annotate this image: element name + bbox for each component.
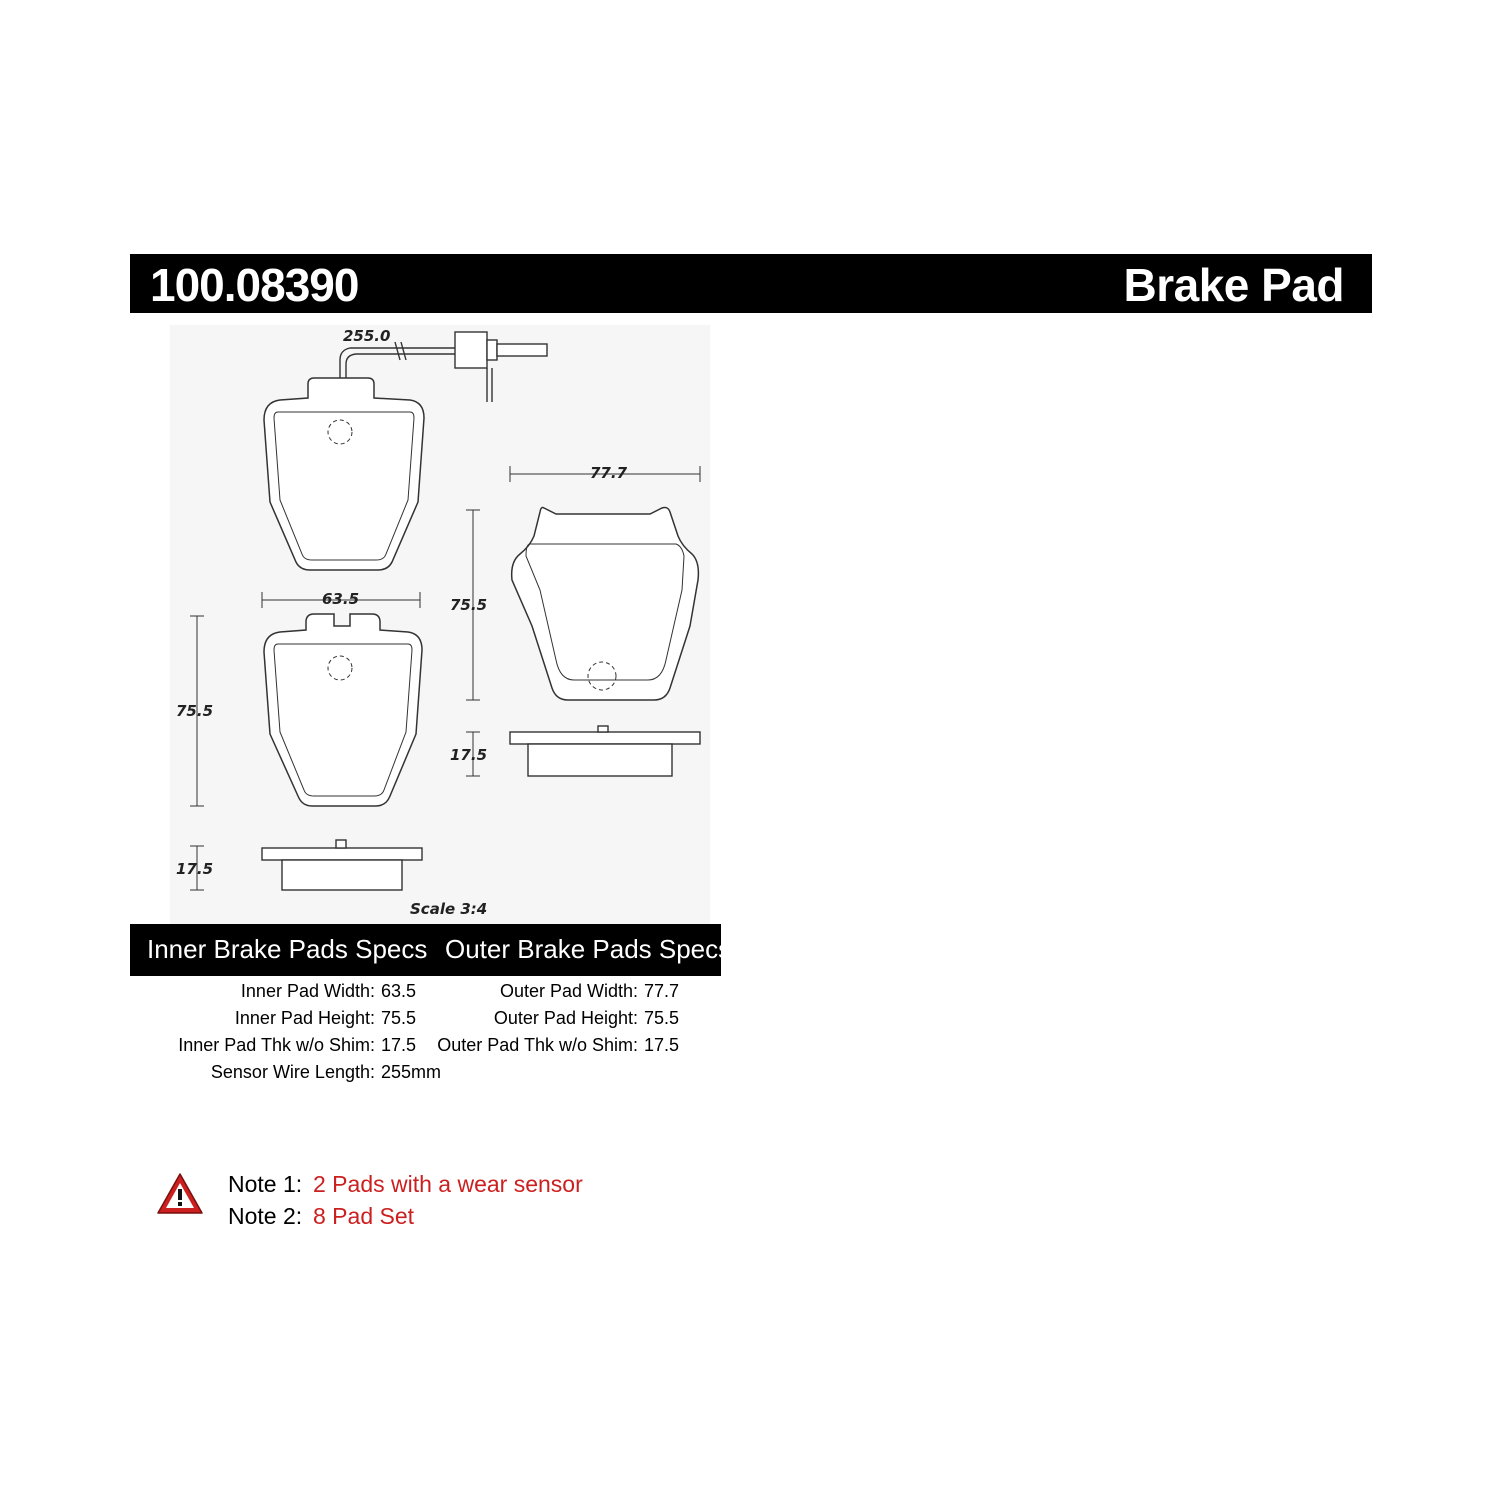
spec-value: 255mm xyxy=(381,1062,442,1082)
note-label: Note 1: xyxy=(228,1171,303,1197)
warning-icon xyxy=(156,1172,204,1216)
spec-label: Outer Pad Thk w/o Shim: xyxy=(437,1035,638,1055)
spec-label: Outer Pad Height: xyxy=(493,1008,638,1028)
spec-value: 75.5 xyxy=(644,1008,680,1028)
brake-pad-drawing xyxy=(170,325,710,925)
outer-pad-side-view xyxy=(510,726,700,776)
spec-label: Inner Pad Height: xyxy=(234,1008,375,1028)
inner-pad-with-sensor xyxy=(264,378,424,570)
spec-value: 17.5 xyxy=(381,1035,417,1055)
outer-height-dim: 75.5 xyxy=(450,596,488,614)
inner-width-dim: 63.5 xyxy=(322,590,360,608)
spec-label: Inner Pad Thk w/o Shim: xyxy=(178,1035,375,1055)
spec-value: 77.7 xyxy=(644,981,680,1001)
spec-label: Inner Pad Width: xyxy=(240,981,375,1001)
inner-specs-heading: Inner Brake Pads Specs xyxy=(147,934,428,964)
spec-value: 63.5 xyxy=(381,981,417,1001)
outer-specs-heading: Outer Brake Pads Specs xyxy=(445,934,732,964)
spec-value: 17.5 xyxy=(644,1035,680,1055)
product-type: Brake Pad xyxy=(1123,259,1344,311)
sensor-wire-dim: 255.0 xyxy=(343,327,391,345)
spec-label: Sensor Wire Length: xyxy=(210,1062,375,1082)
note-text: 8 Pad Set xyxy=(313,1203,415,1229)
scale-label: Scale 3:4 xyxy=(410,900,488,918)
part-number: 100.08390 xyxy=(150,259,359,311)
specs-header-bar xyxy=(130,924,732,976)
inner-thickness-dim: 17.5 xyxy=(176,860,214,878)
outer-width-dim: 77.7 xyxy=(590,464,628,482)
note-label: Note 2: xyxy=(228,1203,303,1229)
inner-height-dim: 75.5 xyxy=(176,702,214,720)
title-bar xyxy=(130,254,1372,313)
outer-thickness-dim: 17.5 xyxy=(450,746,488,764)
note-text: 2 Pads with a wear sensor xyxy=(313,1171,583,1197)
spec-value: 75.5 xyxy=(381,1008,417,1028)
spec-label: Outer Pad Width: xyxy=(499,981,638,1001)
inner-pad-side-view xyxy=(262,840,422,890)
